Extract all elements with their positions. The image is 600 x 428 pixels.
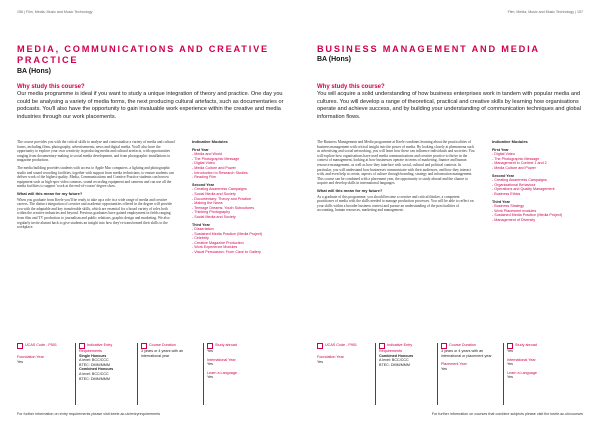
modules-heading: Indicative Modules <box>492 139 528 144</box>
duration-value: 3 years or 4 years with an international or placement year <box>441 349 492 358</box>
study-abroad-label: Study abroad <box>515 343 537 347</box>
combined-line: BTEC: DMM/MMM <box>379 362 410 367</box>
module-item: - Business Strategy <box>492 204 524 209</box>
course-title: BUSINESS MANAGEMENT AND MEDIA <box>317 44 540 54</box>
module-item: - Sustained Media Practice (Media Project) <box>492 213 563 218</box>
module-item: - Dissertation <box>192 227 214 232</box>
module-year-heading: First Year <box>192 147 209 152</box>
module-item: - Creating Awareness Campaigns <box>492 178 547 183</box>
module-item: - Digital Video <box>192 161 215 166</box>
entry-label: Indicative Entry Requirements <box>379 343 413 353</box>
module-item: - Making the News <box>192 201 223 206</box>
language-value: Yes <box>207 375 214 380</box>
module-item: - Work Placement modules <box>492 208 537 213</box>
course-award: BA (Hons) <box>17 68 51 75</box>
checkbox-icon <box>17 343 23 349</box>
module-item: - Social Media and Society <box>192 214 236 219</box>
duration-label: Course Duration <box>149 343 176 347</box>
ucas-code: UCAS Code - P901 <box>325 343 357 347</box>
why-study-heading: Why study this course? <box>17 84 85 90</box>
course-title: MEDIA, COMMUNICATIONS AND CREATIVE PRACTICE <box>17 44 269 65</box>
module-item: - Management in Context 1 and 2 <box>492 161 547 166</box>
footer-note: For further information on entry requirements please visit keele.ac.uk/entryrequirements <box>17 412 161 416</box>
study-abroad-label: Study abroad <box>215 343 237 347</box>
single-honours: Single Honours <box>79 353 107 358</box>
course-info-bar <box>317 343 579 405</box>
module-item: - Operations and Quality Management <box>492 187 555 192</box>
module-year-heading: Second Year <box>192 182 215 187</box>
module-item: - Documentary: Theory and Practice <box>192 196 252 201</box>
module-item: - Creative Magazine Production <box>192 240 244 245</box>
combined-line: A level: BCC/CCC <box>79 371 109 376</box>
combined-honours: Combined Honours <box>379 353 414 358</box>
combined-honours: Combined Honours <box>79 367 114 372</box>
options-cell <box>207 343 277 405</box>
entry-cell <box>79 343 135 405</box>
module-years <box>492 148 582 223</box>
divider <box>203 343 204 405</box>
language-value: Yes <box>507 375 514 380</box>
placement-label: Placement Year <box>441 362 467 367</box>
future-heading: What will this mean for my future? <box>317 187 383 193</box>
divider <box>437 343 438 405</box>
foundation-value: Yes <box>317 359 324 364</box>
placement-value: Yes <box>441 366 448 371</box>
divider <box>503 343 504 405</box>
running-header: 156 | Film, Media, Music and Music Technology <box>17 10 93 14</box>
future-heading: What will this mean for my future? <box>17 190 83 196</box>
course-description <box>17 140 177 233</box>
module-item: - Reading Film <box>192 175 216 180</box>
entry-label: Indicative Entry Requirements <box>79 343 113 353</box>
intl-label: International Year <box>507 357 536 362</box>
ucas-cell <box>317 343 373 405</box>
module-item: - Business Ethics <box>492 191 521 196</box>
module-years <box>192 148 282 255</box>
right-page <box>300 0 600 428</box>
ucas-code: UCAS Code - P501 <box>25 343 57 347</box>
why-study-text: You will acquire a solid understanding of how business enterprises work in tandem with popular media and cultures. You will develop a range of theoretical, practical and creative skills by learning how organisations operate and achieve success, and by building your understanding of communication techniques and global information flows. <box>317 91 582 120</box>
module-item: - Social Media and Society <box>192 191 236 196</box>
module-year-heading: First Year <box>492 147 509 152</box>
footer-note: For further information on courses that combine subjects please visit the keele.ac.uk/courses <box>431 412 583 416</box>
divider <box>137 343 138 405</box>
module-year-heading: Third Year <box>492 199 510 204</box>
intl-value: Yes <box>507 362 514 367</box>
module-item: - Media Culture and Power <box>192 165 236 170</box>
intl-value: Yes <box>207 362 214 367</box>
duration-value: 3 years or 4 years with an international year <box>141 349 184 358</box>
module-item: - Sustained Media Practice (Media Project) <box>192 231 263 236</box>
entry-cell <box>379 343 435 405</box>
duration-label: Course Duration <box>449 343 476 347</box>
running-header: Film, Media, Music and Music Technology | 157 <box>507 10 583 14</box>
divider <box>375 343 376 405</box>
body-paragraph: The course provides you with the critical skills to analyse and contextualise a variety of media and cultural forms, including films, photography, advertisements, news and digital media. You'll also have the opportunity to explore your own creativity in producing media and cultural artefacts, with opportunities ranging from documentary-making to social media development, and from photographic installations to magazine production. <box>17 140 175 163</box>
duration-cell <box>141 343 201 405</box>
module-year-heading: Second Year <box>492 173 515 178</box>
module-item: - Work Experience Modules <box>192 245 238 250</box>
module-item: - Thinking Photography <box>192 210 231 215</box>
module-item: - The Photographic Message <box>492 156 540 161</box>
options-cell <box>507 343 577 405</box>
module-item: - Digital Video <box>492 152 515 157</box>
future-text: When you graduate from Keele you'll be ready to take up a role in a wide range of media and creative careers. The distinct integration of creative and academic opportunities offered in the degree will provide you with the adaptable and key transferable skills, which are essential for a broad variety of roles both within the creative industries and beyond. Previous graduates have gained employment in fields ranging from film and TV production to journalism and public relations, graphic design and marketing. We also regularly invite alumni back to give students an insight into how they've transformed their skills to the workplace. <box>17 197 172 230</box>
divider <box>75 343 76 405</box>
module-item: - Media Culture and Power <box>492 165 536 170</box>
module-item: - The Photographic Message <box>192 156 240 161</box>
module-item: - Media and World <box>192 152 223 157</box>
why-study-heading: Why study this course? <box>317 84 385 90</box>
module-year-heading: Third Year <box>192 222 210 227</box>
checkbox-icon <box>317 343 323 349</box>
course-description <box>317 140 477 216</box>
foundation-value: Yes <box>17 359 24 364</box>
study-abroad-value: Yes <box>507 349 514 353</box>
course-info-bar <box>17 343 279 405</box>
single-line: BTEC: DMM/MMM <box>79 362 110 367</box>
duration-cell <box>441 343 501 405</box>
foundation-label: Foundation Year <box>17 355 44 359</box>
future-text: As a graduate of this programme, you should become a creative and critical thinker, a competent practitioner of media with the skills needed to manage production processes. You will be able to reflect on your skills within a broader business context and pursue an understanding of the practicalities of accounting, human resources, marketing and management. <box>317 194 474 213</box>
ucas-cell <box>17 343 73 405</box>
indicative-modules <box>492 140 582 223</box>
modules-heading: Indicative Modules <box>192 139 228 144</box>
course-award: BA (Hons) <box>317 56 351 63</box>
why-study-text: Our media programme is ideal if you want to study a unique integration of theory and practice. One day you could be analysing a variety of media forms, the next producing cultural artefacts, such as documentaries or podcasts. You'll also have the opportunity to gain invaluable work experience within the creative and media industries through our work placements. <box>17 91 284 120</box>
combined-line: A level: BCC/CCC <box>379 358 409 363</box>
module-item: - Creating Awareness Campaigns <box>192 187 247 192</box>
language-label: Learn a Language <box>507 370 537 375</box>
single-line: A level: BCC/CCC <box>79 358 109 363</box>
module-item: - Management of Diversity <box>492 217 536 222</box>
module-item: - Visual Persuasion: From Cave to Gallery <box>192 250 261 255</box>
intl-label: International Year <box>207 357 236 362</box>
language-label: Learn a Language <box>207 370 237 375</box>
body-paragraph: The Business Management and Media programme at Keele combines learning about the practicalities of business management with critical insight into the power of media. By looking closely at phenomena such as advertising and social networking, you will learn how these can influence individuals and societies. You will explore how organisations have used media communications and creative practice to thrive in the context of management, looking at how businesses operate in terms of marketing, finance and human resource management, as well as how they interface with social, cultural and political contexts. In particular, you will understand how businesses communicate with their audiences, and how they interact with, and even help to create, aspects of culture through branding, strategy and information management. This course can be combined with a placement year, the opportunity to study abroad and the chance to acquire and develop skills in international languages. <box>317 140 475 186</box>
body-paragraph: The media building provides students with access to Apple Mac computers, a lighting and photographic studio and sound recording facilities, together with support from media technicians, to ensure students can deliver work of the highest quality. Media, Communications and Creative Practice students can borrow equipment such as high-spec video cameras, sound recording equipment and cameras and can use all the media facilities to support 'work at the end-of-course' degree show. <box>17 165 174 189</box>
module-item: - Teenage Dreams: Youth Subcultures <box>192 205 255 210</box>
module-item: - Introduction to Research Studies <box>192 170 248 175</box>
module-item: - Celebrity <box>192 236 209 241</box>
combined-line: BTEC: DMM/MMM <box>79 376 110 381</box>
indicative-modules <box>192 140 282 255</box>
foundation-label: Foundation Year <box>317 355 344 359</box>
study-abroad-value: Yes <box>207 349 214 353</box>
module-item: - Organisational Behaviour <box>492 182 536 187</box>
